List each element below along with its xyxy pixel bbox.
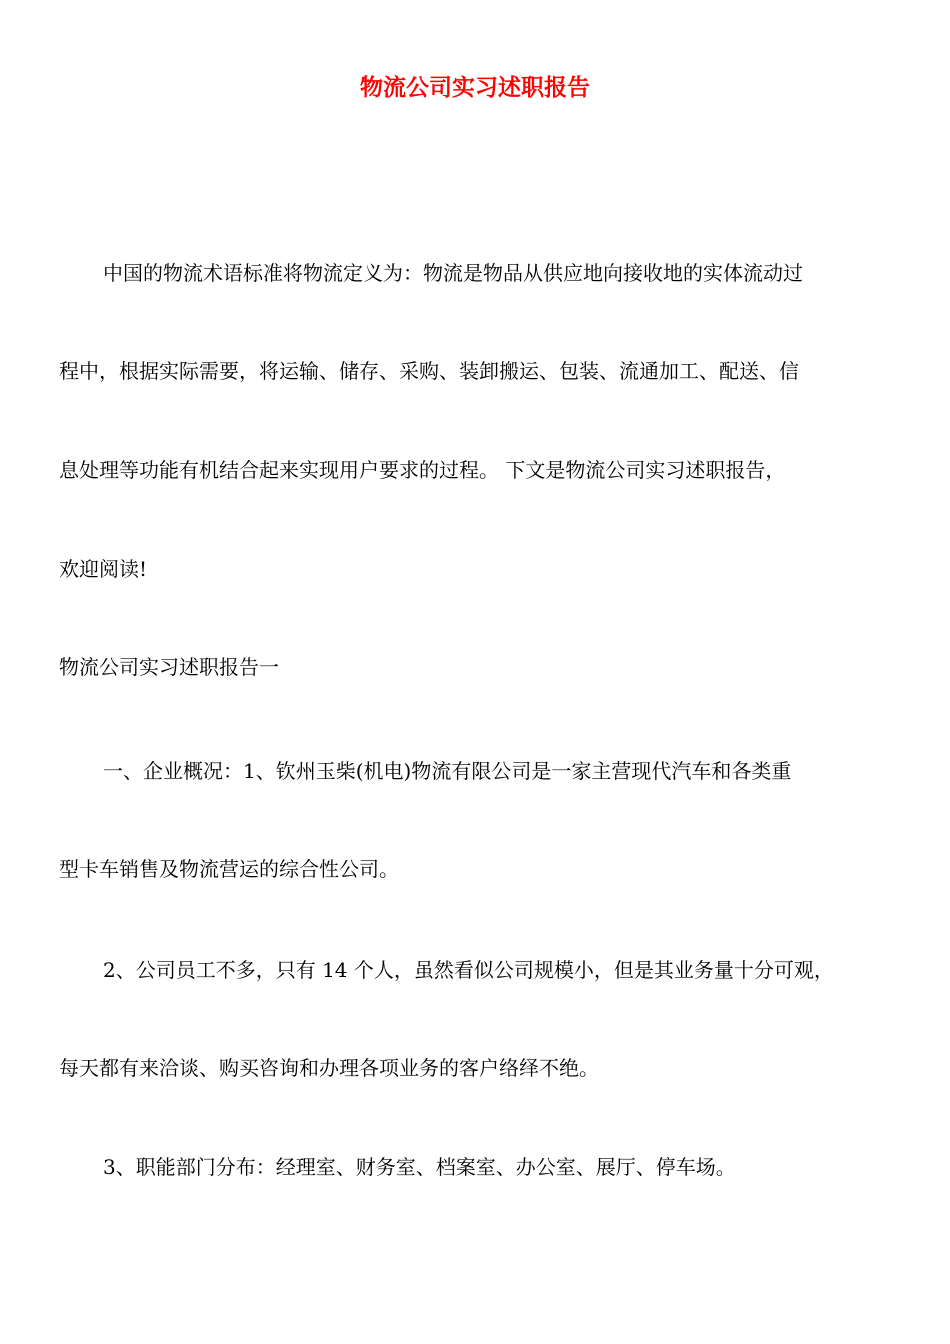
paragraph-line: 程中，根据实际需要，将运输、储存、采购、装卸搬运、包装、流通加工、配送、信 [59,359,799,383]
paragraph-line: 一、企业概况：1、钦州玉柴(机电)物流有限公司是一家主营现代汽车和各类重 [103,759,792,783]
paragraph-line: 中国的物流术语标准将物流定义为：物流是物品从供应地向接收地的实体流动过 [103,261,803,285]
section-heading: 物流公司实习述职报告一 [59,655,279,679]
paragraph-line: 型卡车销售及物流营运的综合性公司。 [59,857,399,881]
paragraph-line: 欢迎阅读! [59,557,148,581]
document-title: 物流公司实习述职报告 [360,75,590,101]
paragraph-line: 3、职能部门分布：经理室、财务室、档案室、办公室、展厅、停车场。 [103,1155,736,1179]
paragraph-line: 每天都有来洽谈、购买咨询和办理各项业务的客户络绎不绝。 [59,1056,599,1080]
paragraph-line: 息处理等功能有机结合起来实现用户要求的过程。 下文是物流公司实习述职报告， [59,458,786,482]
paragraph-line: 2、公司员工不多，只有 14 个人，虽然看似公司规模小，但是其业务量十分可观， [103,958,834,982]
